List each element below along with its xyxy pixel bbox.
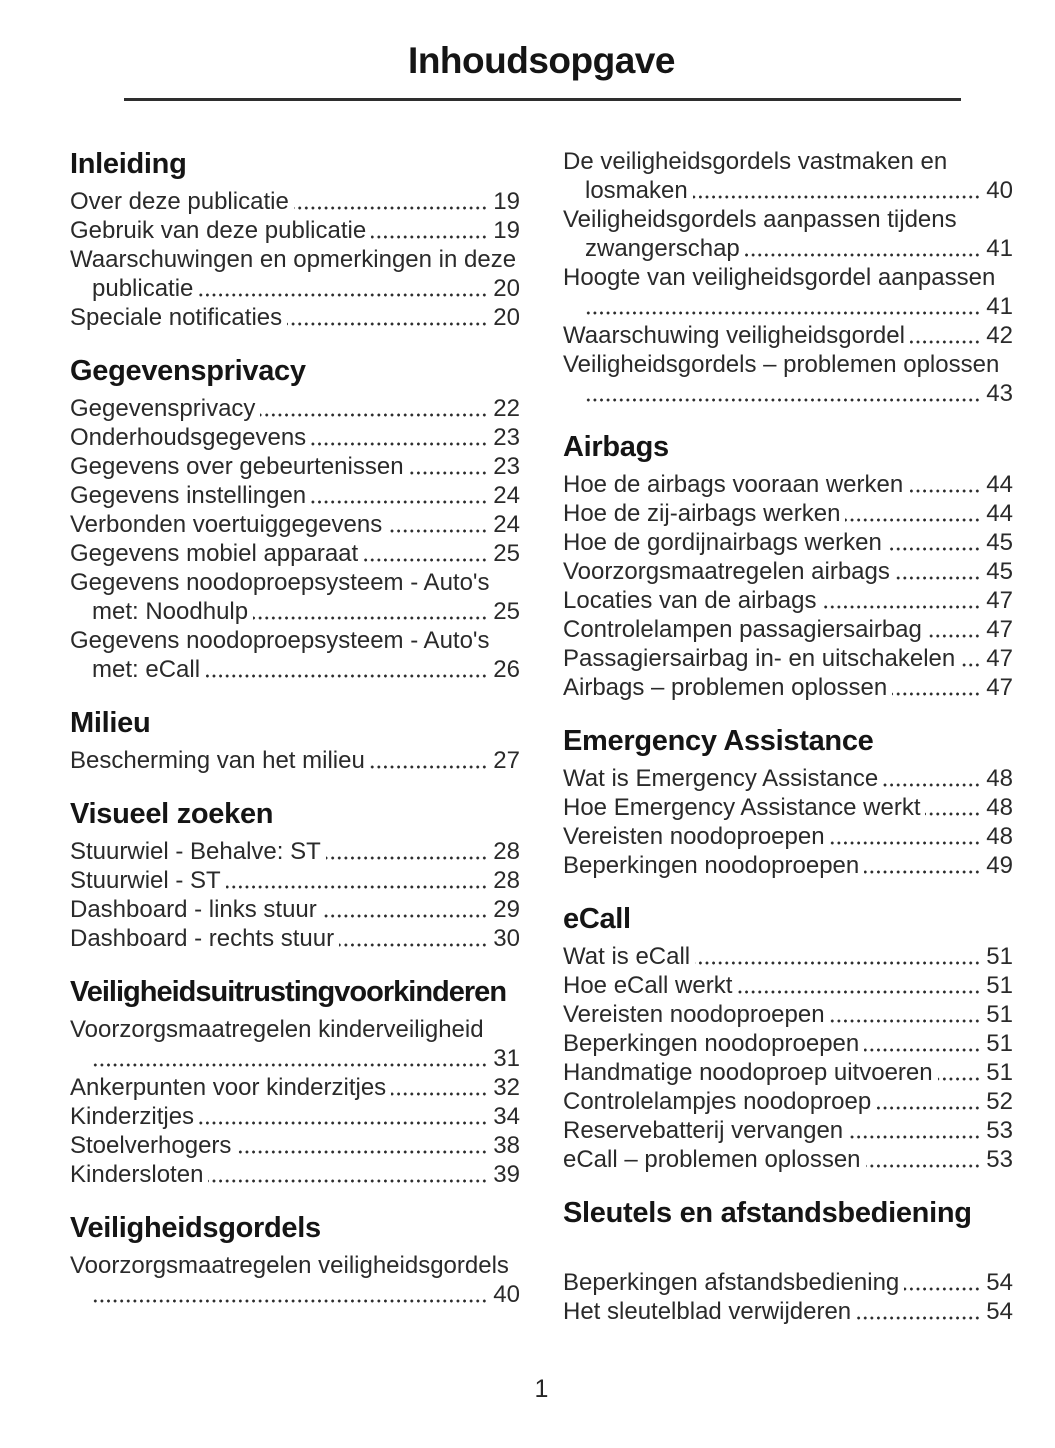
toc-entry-label: Beperkingen afstandsbediening xyxy=(563,1269,904,1296)
toc-entry-page: 44 xyxy=(981,470,1013,499)
toc-entry[interactable] xyxy=(563,942,1013,971)
section-heading: Airbags xyxy=(563,431,669,463)
toc-entry-page: 41 xyxy=(981,234,1013,263)
toc-section xyxy=(70,147,520,332)
section-heading: Gegevensprivacy xyxy=(70,355,306,387)
toc-entry-label: Gegevens noodoproepsysteem - Auto's met: Noodhulp xyxy=(70,569,495,625)
toc-entry-label: Waarschuwingen en opmerkingen in deze publicatie xyxy=(70,246,520,302)
toc-entry-page: 20 xyxy=(488,303,520,332)
toc-entry[interactable] xyxy=(563,644,1013,673)
toc-entry-page: 27 xyxy=(488,746,520,775)
toc-entry-page: 23 xyxy=(488,423,520,452)
toc-entry-label: Wat is eCall xyxy=(563,943,695,970)
toc-entry-label: Veiligheidsgordels – problemen oplossen xyxy=(563,351,1004,378)
toc-section xyxy=(70,1211,520,1309)
toc-entry[interactable] xyxy=(70,746,520,775)
toc-entry-label: Stoelverhogers xyxy=(70,1132,236,1159)
toc-entry-page: 54 xyxy=(981,1297,1013,1326)
toc-entry-page: 40 xyxy=(981,176,1013,205)
toc-entry-label: Locaties van de airbags xyxy=(563,587,822,614)
toc-entry-label: Stuurwiel - Behalve: ST xyxy=(70,838,326,865)
toc-columns xyxy=(0,147,1055,1326)
toc-entry[interactable] xyxy=(563,1087,1013,1116)
toc-entry[interactable] xyxy=(70,626,520,684)
toc-entry-page: 47 xyxy=(981,673,1013,702)
toc-entry-page: 32 xyxy=(488,1073,520,1102)
toc-entry-page: 26 xyxy=(488,655,520,684)
toc-entry-page: 51 xyxy=(981,1000,1013,1029)
toc-entry-page: 53 xyxy=(981,1116,1013,1145)
toc-entry-page: 49 xyxy=(981,851,1013,880)
toc-entry[interactable] xyxy=(563,147,1013,205)
page-header xyxy=(0,0,1055,101)
toc-entry-page: 51 xyxy=(981,971,1013,1000)
toc-entry[interactable] xyxy=(70,1102,520,1131)
toc-entry-label: Wat is Emergency Assistance xyxy=(563,765,883,792)
toc-entry-label: Dashboard - links stuur xyxy=(70,896,322,923)
toc-entry-label: eCall – problemen oplossen xyxy=(563,1146,866,1173)
toc-entry-page: 39 xyxy=(488,1160,520,1189)
toc-entry[interactable] xyxy=(563,1058,1013,1087)
toc-entry-page: 19 xyxy=(488,187,520,216)
toc-entry-label: Gegevens noodoproepsysteem - Auto's met: eCall xyxy=(70,627,495,683)
toc-entry[interactable] xyxy=(563,971,1013,1000)
toc-entry[interactable] xyxy=(563,1268,1013,1297)
toc-section xyxy=(70,706,520,775)
toc-entry-page: 40 xyxy=(488,1280,520,1309)
toc-entry-label: Hoogte van veiligheidsgordel aanpassen xyxy=(563,264,1000,291)
toc-entry-label: Onderhoudsgegevens xyxy=(70,424,311,451)
toc-entry-label: Hoe de gordijnairbags werken xyxy=(563,529,887,556)
toc-entry[interactable] xyxy=(563,586,1013,615)
toc-entry[interactable] xyxy=(563,263,1013,321)
toc-entry[interactable] xyxy=(563,528,1013,557)
toc-entry-page: 47 xyxy=(981,615,1013,644)
toc-entry[interactable] xyxy=(70,303,520,332)
toc-entry-page: 51 xyxy=(981,942,1013,971)
toc-entry-label: Speciale notificaties xyxy=(70,304,287,331)
toc-section xyxy=(70,975,520,1189)
toc-entry-label: Handmatige noodoproep uitvoeren xyxy=(563,1059,938,1086)
section-heading: Emergency Assistance xyxy=(563,725,874,757)
page-title: Inhoudsopgave xyxy=(408,40,675,81)
toc-section xyxy=(563,724,1013,880)
toc-entry-label: Hoe eCall werkt xyxy=(563,972,737,999)
toc-entry-label: Dashboard - rechts stuur xyxy=(70,925,339,952)
toc-entry[interactable] xyxy=(563,557,1013,586)
toc-entry-page: 41 xyxy=(981,292,1013,321)
toc-entry[interactable] xyxy=(70,1160,520,1189)
toc-entry-page: 48 xyxy=(981,793,1013,822)
toc-entry-label: De veiligheidsgordels vastmaken en losmaken xyxy=(563,148,952,204)
toc-entry[interactable] xyxy=(70,924,520,953)
toc-entry[interactable] xyxy=(563,1000,1013,1029)
toc-entry-page: 30 xyxy=(488,924,520,953)
toc-entry-page: 45 xyxy=(981,557,1013,586)
toc-section xyxy=(563,902,1013,1174)
toc-entry[interactable] xyxy=(70,452,520,481)
toc-entry-label: Voorzorgsmaatregelen airbags xyxy=(563,558,895,585)
toc-column-left xyxy=(70,147,520,1326)
toc-entry-page: 47 xyxy=(981,586,1013,615)
section-heading: Milieu xyxy=(70,707,151,739)
toc-entry-page: 43 xyxy=(981,379,1013,408)
toc-entry[interactable] xyxy=(563,1029,1013,1058)
toc-entry[interactable] xyxy=(70,895,520,924)
toc-entry-label: Beperkingen noodoproepen xyxy=(563,1030,864,1057)
toc-entry-label: Gegevensprivacy xyxy=(70,395,260,422)
toc-entry-page: 47 xyxy=(981,644,1013,673)
toc-entry-page: 23 xyxy=(488,452,520,481)
toc-entry-label: Hoe de zij-airbags werken xyxy=(563,500,845,527)
toc-entry[interactable] xyxy=(563,1145,1013,1174)
toc-entry-page: 28 xyxy=(488,837,520,866)
toc-entry[interactable] xyxy=(70,568,520,626)
toc-entry[interactable] xyxy=(563,1116,1013,1145)
toc-entry-label: Airbags – problemen oplossen xyxy=(563,674,892,701)
toc-entry-label: Gegevens instellingen xyxy=(70,482,311,509)
toc-section xyxy=(563,1196,1013,1326)
section-heading: Sleutels en afstandsbediening xyxy=(563,1197,972,1229)
section-heading: Veiligheidsgordels xyxy=(70,1212,321,1244)
toc-entry-label: Kinderzitjes xyxy=(70,1103,199,1130)
toc-entry-page: 25 xyxy=(488,539,520,568)
toc-section xyxy=(70,354,520,684)
toc-entry-page: 22 xyxy=(488,394,520,423)
toc-entry-label: Stuurwiel - ST xyxy=(70,867,226,894)
toc-entry-page: 51 xyxy=(981,1029,1013,1058)
toc-entry-label: Ankerpunten voor kinderzitjes xyxy=(70,1074,391,1101)
toc-entry-label: Reservebatterij vervangen xyxy=(563,1117,848,1144)
toc-entry-label: Bescherming van het milieu xyxy=(70,747,370,774)
toc-entry[interactable] xyxy=(563,764,1013,793)
toc-entry-page: 31 xyxy=(488,1044,520,1073)
toc-entry-page: 52 xyxy=(981,1087,1013,1116)
toc-entry-page: 45 xyxy=(981,528,1013,557)
toc-entry-label: Beperkingen noodoproepen xyxy=(563,852,864,879)
toc-entry-page: 19 xyxy=(488,216,520,245)
toc-entry[interactable] xyxy=(70,866,520,895)
toc-entry-label: Waarschuwing veiligheidsgordel xyxy=(563,322,910,349)
toc-entry-page: 48 xyxy=(981,822,1013,851)
toc-entry[interactable] xyxy=(70,539,520,568)
toc-entry[interactable] xyxy=(563,822,1013,851)
toc-entry-label: Voorzorgsmaatregelen veiligheidsgordels xyxy=(70,1252,514,1279)
toc-entry[interactable] xyxy=(70,1251,520,1309)
toc-entry-label: Het sleutelblad verwijderen xyxy=(563,1298,856,1325)
toc-section xyxy=(563,430,1013,702)
toc-entry-label: Over deze publicatie xyxy=(70,188,294,215)
toc-entry[interactable] xyxy=(70,510,520,539)
toc-entry[interactable] xyxy=(563,470,1013,499)
toc-entry-label: Gegevens mobiel apparaat xyxy=(70,540,363,567)
section-heading: Visueel zoeken xyxy=(70,798,274,830)
toc-entry-label: Vereisten noodoproepen xyxy=(563,1001,830,1028)
toc-entry-page: 42 xyxy=(981,321,1013,350)
toc-entry[interactable] xyxy=(563,321,1013,350)
toc-entry-label: Gebruik van deze publicatie xyxy=(70,217,371,244)
toc-entry[interactable] xyxy=(70,481,520,510)
toc-entry-page: 24 xyxy=(488,510,520,539)
toc-entry[interactable] xyxy=(563,851,1013,880)
toc-entry-page: 54 xyxy=(981,1268,1013,1297)
toc-entry-label: Veiligheidsgordels aanpassen tijdens zwangerschap xyxy=(563,206,962,262)
section-heading: Veiligheidsuitrusting voor kinderen xyxy=(70,976,507,1008)
toc-entry-label: Kindersloten xyxy=(70,1161,208,1188)
toc-entry-page: 44 xyxy=(981,499,1013,528)
toc-entry-page: 51 xyxy=(981,1058,1013,1087)
section-heading: eCall xyxy=(563,903,631,935)
page-number: 1 xyxy=(534,1375,549,1403)
toc-entry-label: Passagiersairbag in- en uitschakelen xyxy=(563,645,960,672)
toc-entry-page: 28 xyxy=(488,866,520,895)
toc-entry[interactable] xyxy=(563,205,1013,263)
toc-entry[interactable] xyxy=(70,1131,520,1160)
toc-entry-page: 48 xyxy=(981,764,1013,793)
toc-entry-page: 34 xyxy=(488,1102,520,1131)
toc-section xyxy=(563,147,1013,408)
toc-entry[interactable] xyxy=(563,673,1013,702)
toc-entry-label: Hoe Emergency Assistance werkt xyxy=(563,794,925,821)
toc-entry[interactable] xyxy=(563,793,1013,822)
toc-entry-label: Controlelampjes noodoproep xyxy=(563,1088,876,1115)
toc-entry-label: Voorzorgsmaatregelen kinderveiligheid xyxy=(70,1016,489,1043)
toc-entry-page: 53 xyxy=(981,1145,1013,1174)
toc-entry-label: Verbonden voertuiggegevens xyxy=(70,511,387,538)
toc-entry[interactable] xyxy=(563,1297,1013,1326)
section-heading: Inleiding xyxy=(70,148,187,180)
toc-entry[interactable] xyxy=(70,216,520,245)
toc-entry-page: 20 xyxy=(488,274,520,303)
toc-entry-label: Hoe de airbags vooraan werken xyxy=(563,471,908,498)
toc-entry[interactable] xyxy=(70,245,520,303)
page-footer xyxy=(70,1375,1013,1404)
toc-entry[interactable] xyxy=(563,615,1013,644)
toc-entry-label: Vereisten noodoproepen xyxy=(563,823,830,850)
toc-entry[interactable] xyxy=(563,499,1013,528)
toc-entry[interactable] xyxy=(563,350,1013,408)
toc-entry-page: 38 xyxy=(488,1131,520,1160)
toc-entry[interactable] xyxy=(70,1015,520,1073)
toc-entry[interactable] xyxy=(70,837,520,866)
toc-entry-label: Controlelampen passagiersairbag xyxy=(563,616,927,643)
toc-entry-page: 29 xyxy=(488,895,520,924)
toc-entry[interactable] xyxy=(70,423,520,452)
toc-column-right xyxy=(563,147,1013,1326)
toc-entry-label: Gegevens over gebeurtenissen xyxy=(70,453,409,480)
toc-entry[interactable] xyxy=(70,1073,520,1102)
toc-entry-page: 24 xyxy=(488,481,520,510)
toc-entry[interactable] xyxy=(70,187,520,216)
toc-entry-page: 25 xyxy=(488,597,520,626)
toc-section xyxy=(70,797,520,953)
toc-entry[interactable] xyxy=(70,394,520,423)
header-rule xyxy=(124,98,961,101)
